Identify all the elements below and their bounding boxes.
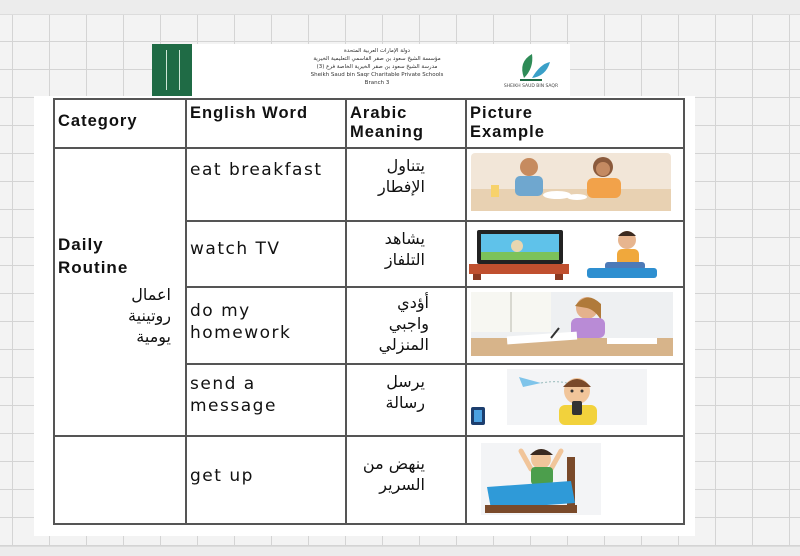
arabic-meaning-cell [346,287,466,364]
picture-cell [466,364,684,436]
header-category [54,99,186,148]
vocabulary-table [53,98,685,525]
arabic-meaning-cell [346,364,466,436]
picture-cell [466,436,684,524]
english-word: watch TV [190,239,281,259]
arabic-meaning: يرسل رسالة [385,372,425,412]
category-arabic: اعمال روتينية يومية [128,285,171,346]
letterhead-line: Sheikh Saud bin Saqr Charitable Private Schools Branch 3 [310,72,444,86]
arabic-meaning: أؤدي واجبي المنزلي [378,293,429,354]
header-category-label: Category [58,112,138,130]
arabic-meaning-cell [346,221,466,287]
english-word: get up [190,466,254,486]
picture-cell [466,221,684,287]
category-cell [54,148,186,436]
logo-text: SHEIKH SAUD BIN SAQR [503,84,559,89]
school-logo [496,48,566,94]
table-row [54,148,684,221]
table-header-row [54,99,684,148]
category-english: Daily Routine [58,235,129,277]
header-arabic-label: Arabic Meaning [350,104,424,141]
letterhead-line: مؤسسة الشيخ سعود بن صقر القاسمي التعليمية الخيرية [313,56,441,62]
english-word-cell [186,287,346,364]
emblem-stripe [166,50,180,90]
school-letterhead [152,44,570,96]
bottom-bar [0,546,800,556]
header-picture-label: Picture Example [470,104,545,141]
arabic-meaning: يتناول الإفطار [378,156,425,196]
picture-cell [466,287,684,364]
table-row [54,436,684,524]
english-word: do my homework [190,301,292,343]
english-word: send a message [190,374,277,416]
header-english [186,99,346,148]
header-english-label: English Word [190,104,309,122]
arabic-meaning-cell [346,436,466,524]
picture-cell [466,148,684,221]
arabic-meaning-cell [346,148,466,221]
english-word-cell [186,436,346,524]
header-arabic [346,99,466,148]
header-picture [466,99,684,148]
letterhead-line: مدرسة الشيخ سعود بن صقر الخيرية الخاصة فرع (3) [316,64,438,70]
letterhead-text [302,47,452,87]
english-word-cell [186,221,346,287]
arabic-meaning: يشاهد التلفاز [384,229,425,269]
category-empty-cell [54,436,186,524]
english-word-cell [186,364,346,436]
top-bar [0,0,800,15]
english-word: eat breakfast [190,160,323,180]
english-word-cell [186,148,346,221]
arabic-meaning: ينهض من السرير [362,454,425,494]
worksheet-page [34,96,695,536]
letterhead-line: دولة الإمارات العربية المتحدة [343,48,411,54]
leaf-logo-icon [496,48,566,84]
emblem-panel [152,44,192,96]
